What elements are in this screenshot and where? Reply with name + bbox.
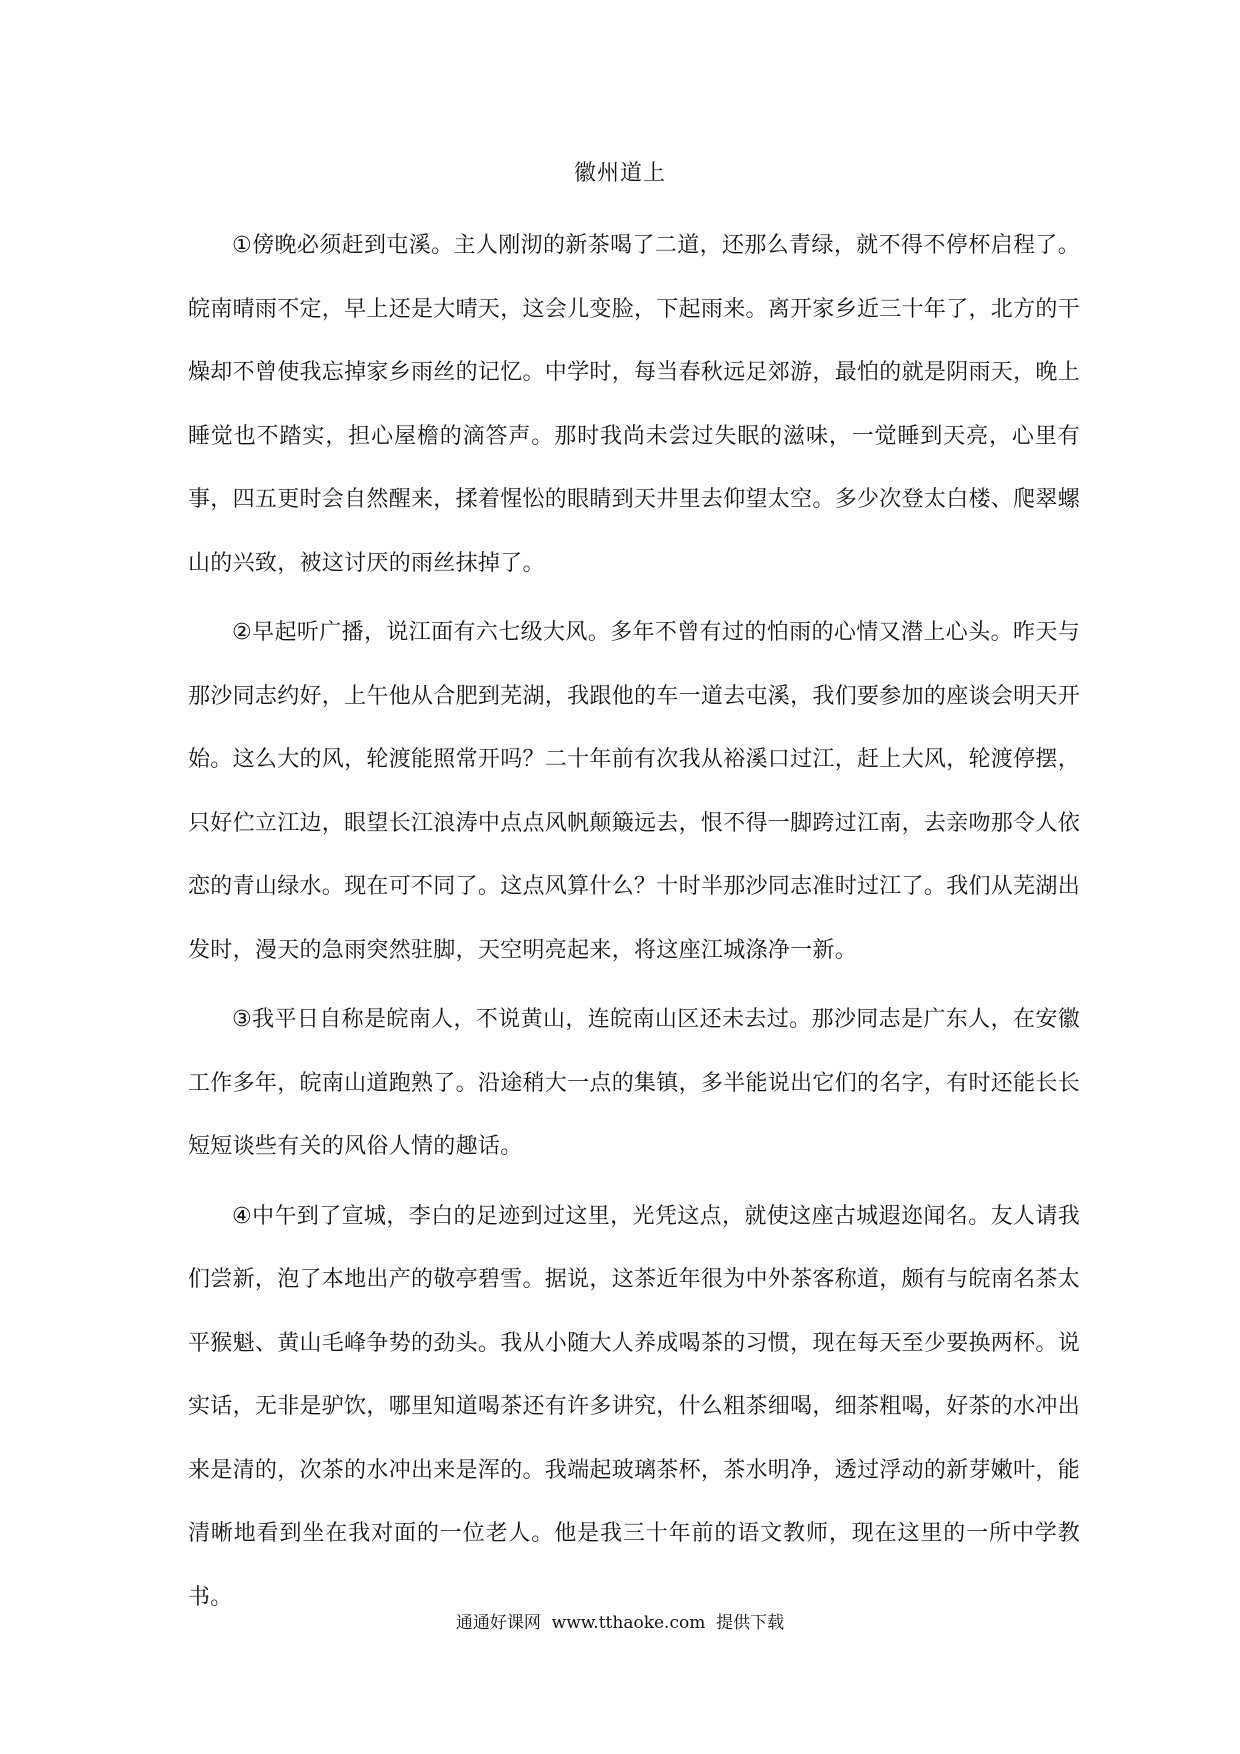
- document-body: [188, 214, 1080, 1635]
- paragraph-3: ③我平日自称是皖南人，不说黄山，连皖南山区还未去过。那沙同志是广东人，在安徽工作多年，皖南山道跑熟了。沿途稍大一点的集镇，多半能说出它们的名字，有时还能长长短短谈些有关的风俗人情的趣话。: [188, 1007, 1081, 1159]
- paragraph-1: ①傍晚必须赶到屯溪。主人刚沏的新茶喝了二道，还那么青绿，就不得不停杯启程了。皖南晴雨不定，早上还是大晴天，这会儿变脸，下起雨来。离开家乡近三十年了，北方的干燥却不曾使我忘掉家乡雨丝的记忆。中学时，每当春秋远足郊游，最怕的就是阴雨天，晚上睡觉也不踏实，担心屋檐的滴答声。那时我尚未尝过失眠的滋味，一觉睡到天亮，心里有事，四五更时会自然醒来，揉着惺忪的眼睛到天井里去仰望太空。多少次登太白楼、爬翠螺山的兴致，被这讨厌的雨丝抹掉了。: [188, 233, 1081, 576]
- document-title: 徽州道上: [573, 161, 666, 186]
- footer-source-note: 通通好课网 www.tthaoke.com 提供下载: [455, 1613, 785, 1633]
- paragraph-4: ④中午到了宣城，李白的足迹到过这里，光凭这点，就使这座古城遐迩闻名。友人请我们尝新，泡了本地出产的敬亭碧雪。据说，这茶近年很为中外茶客称道，颇有与皖南名茶太平猴魁、黄山毛峰争势的劲头。我从小随大人养成喝茶的习惯，现在每天至少要换两杯。说实话，无非是驴饮，哪里知道喝茶还有许多讲究，什么粗茶细喝，细茶粗喝，好茶的水冲出来是清的，次茶的水冲出来是浑的。我端起玻璃茶杯，茶水明净，透过浮动的新芽嫩叶，能清晰地看到坐在我对面的一位老人。他是我三十年前的语文教师，现在这里的一所中学教书。: [188, 1203, 1081, 1610]
- paragraph-2: ②早起听广播，说江面有六七级大风。多年不曾有过的怕雨的心情又潜上心头。昨天与那沙同志约好，上午他从合肥到芜湖，我跟他的车一道去屯溪，我们要参加的座谈会明天开始。这么大的风，轮渡能照常开吗？二十年前有次我从裕溪口过江，赶上大风，轮渡停摆，只好伫立江边，眼望长江浪涛中点点风帆颠簸远去，恨不得一脚跨过江南，去亲吻那令人依恋的青山绿水。现在可不同了。这点风算什么？十时半那沙同志准时过江了。我们从芜湖出发时，漫天的急雨突然驻脚，天空明亮起来，将这座江城涤净一新。: [188, 620, 1081, 963]
